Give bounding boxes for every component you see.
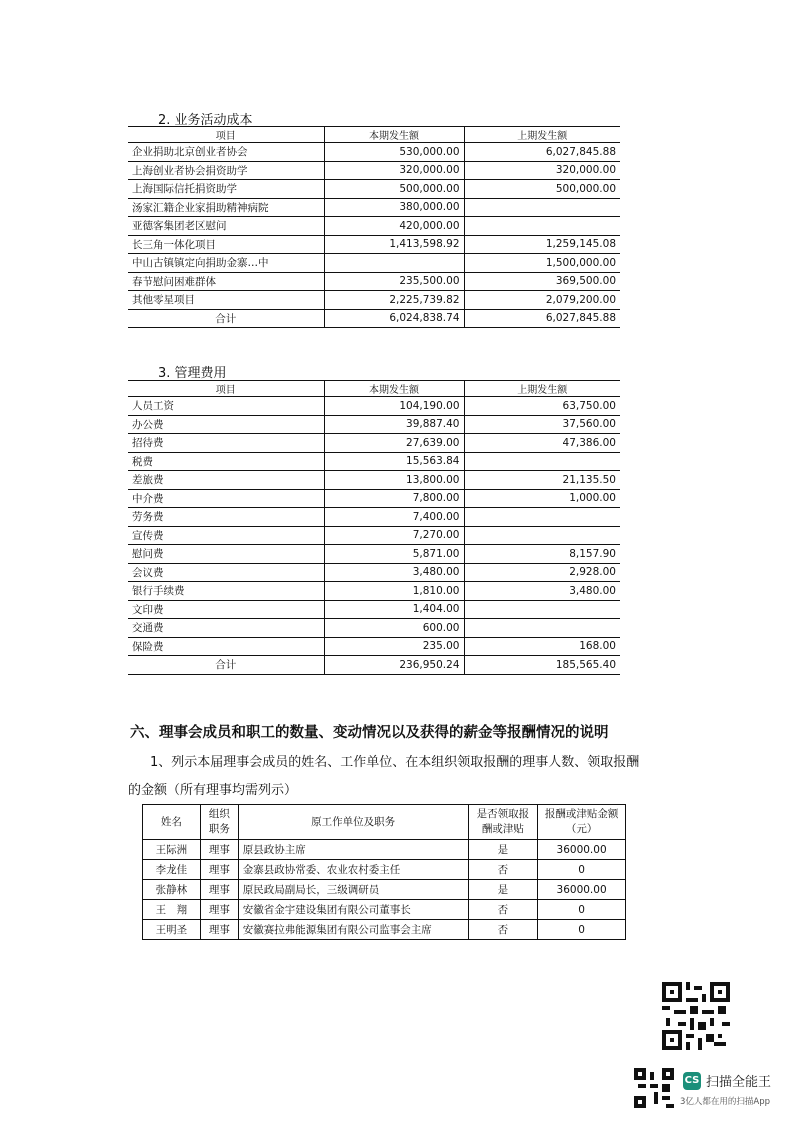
- table-row: [128, 434, 620, 453]
- col-header-previous: 上期发生额: [464, 127, 620, 143]
- cell-current: 1,810.00: [324, 582, 464, 601]
- cell-item: 春节慰问困难群体: [128, 272, 324, 291]
- cell-current: 530,000.00: [324, 143, 464, 162]
- cell-current: 7,800.00: [324, 489, 464, 508]
- cell-amount: 36000.00: [538, 880, 626, 900]
- table-header-row: [128, 127, 620, 143]
- table-row: [143, 900, 626, 920]
- cell-item: 招待费: [128, 434, 324, 453]
- cell-item: 交通费: [128, 619, 324, 638]
- table-row: [128, 600, 620, 619]
- cell-previous: 168.00: [464, 637, 620, 656]
- total-label: 合计: [128, 656, 324, 675]
- cell-amount: 0: [538, 920, 626, 940]
- total-previous: 6,027,845.88: [545, 312, 616, 325]
- cell-paid: 否: [468, 920, 538, 940]
- cell-name: 李龙佳: [143, 860, 201, 880]
- cell-current: 600.00: [324, 619, 464, 638]
- cell-current: 2,225,739.82: [324, 291, 464, 310]
- col-header-amount: 报酬或津贴金额（元）: [538, 805, 626, 840]
- camscanner-logo-icon: CS: [683, 1072, 701, 1090]
- cell-item: 上海创业者协会捐资助学: [128, 161, 324, 180]
- cell-item: 亚德客集团老区慰问: [128, 217, 324, 236]
- table-row: [143, 920, 626, 940]
- cell-amount: 0: [538, 900, 626, 920]
- total-current: 6,024,838.74: [324, 309, 464, 328]
- scanner-brand-name: 扫描全能王: [706, 1075, 772, 1090]
- cell-current: 104,190.00: [324, 397, 464, 416]
- col-header-current: 本期发生额: [324, 381, 464, 397]
- cell-item: 劳务费: [128, 508, 324, 527]
- cell-current: 27,639.00: [324, 434, 464, 453]
- table-row: [128, 143, 620, 162]
- table-row: [128, 545, 620, 564]
- cell-item: 中山古镇镇定向捐助金寨…中: [128, 254, 324, 273]
- table-row: [128, 180, 620, 199]
- cell-workplace: 原县政协主席: [238, 840, 468, 860]
- cell-previous: 500,000.00: [464, 180, 620, 199]
- table-row: [128, 291, 620, 310]
- business-cost-table: [128, 126, 620, 328]
- cell-item: 差旅费: [128, 471, 324, 490]
- table-header-row: [128, 381, 620, 397]
- cell-previous: 369,500.00: [464, 272, 620, 291]
- cell-current: 500,000.00: [324, 180, 464, 199]
- cell-current: 39,887.40: [324, 415, 464, 434]
- table-row: [143, 860, 626, 880]
- section3-title: 3. 管理费用: [158, 366, 227, 381]
- cell-current: 320,000.00: [324, 161, 464, 180]
- director-table: [142, 804, 626, 940]
- cell-previous: [464, 217, 620, 236]
- table-row: [128, 508, 620, 527]
- cell-previous: 320,000.00: [464, 161, 620, 180]
- scanner-brand: [683, 1071, 771, 1090]
- total-row: [128, 309, 620, 328]
- cell-paid: 否: [468, 860, 538, 880]
- cell-previous: 3,480.00: [464, 582, 620, 601]
- cell-item: 税费: [128, 452, 324, 471]
- table-row: [128, 235, 620, 254]
- cell-current: 7,400.00: [324, 508, 464, 527]
- cell-previous: 47,386.00: [464, 434, 620, 453]
- cell-current: 380,000.00: [324, 198, 464, 217]
- cell-current: 13,800.00: [324, 471, 464, 490]
- cell-previous: 63,750.00: [464, 397, 620, 416]
- cell-current: 7,270.00: [324, 526, 464, 545]
- management-expense-table: [128, 380, 620, 675]
- col-header-position: 组织职务: [200, 805, 238, 840]
- total-current: 236,950.24: [324, 656, 464, 675]
- cell-item: 长三角一体化项目: [128, 235, 324, 254]
- cell-name: 王 翔: [143, 900, 201, 920]
- cell-item: 办公费: [128, 415, 324, 434]
- cell-item: 中介费: [128, 489, 324, 508]
- cell-previous: 6,027,845.88: [464, 143, 620, 162]
- table-row: [128, 415, 620, 434]
- total-label: 合计: [128, 309, 324, 328]
- col-header-current: 本期发生额: [324, 127, 464, 143]
- cell-current: 420,000.00: [324, 217, 464, 236]
- table-row: [143, 840, 626, 860]
- cell-current: 3,480.00: [324, 563, 464, 582]
- cell-paid: 是: [468, 880, 538, 900]
- cell-position: 理事: [200, 840, 238, 860]
- col-header-paid: 是否领取报酬或津贴: [468, 805, 538, 840]
- section6-heading: 六、理事会成员和职工的数量、变动情况以及获得的薪金等报酬情况的说明: [130, 725, 609, 741]
- cell-previous: 37,560.00: [464, 415, 620, 434]
- cell-previous: 1,000.00: [464, 489, 620, 508]
- table-row: [128, 563, 620, 582]
- col-header-previous: 上期发生额: [464, 381, 620, 397]
- qr-code-small-icon: [634, 1068, 674, 1108]
- cell-current: 15,563.84: [324, 452, 464, 471]
- cell-current: 5,871.00: [324, 545, 464, 564]
- table-row: [128, 161, 620, 180]
- cell-workplace: 安徽赛拉弗能源集团有限公司监事会主席: [238, 920, 468, 940]
- table-row: [128, 471, 620, 490]
- cell-workplace: 原民政局副局长，三级调研员: [238, 880, 468, 900]
- cell-item: 保险费: [128, 637, 324, 656]
- cell-previous: [464, 198, 620, 217]
- cell-previous: 8,157.90: [464, 545, 620, 564]
- cell-item: 宣传费: [128, 526, 324, 545]
- col-header-item: 项目: [128, 127, 324, 143]
- scanner-tagline: 3亿人都在用的扫描App: [680, 1097, 771, 1107]
- cell-item: 会议费: [128, 563, 324, 582]
- cell-previous: [464, 452, 620, 471]
- cell-current: 235.00: [324, 637, 464, 656]
- total-previous: 185,565.40: [555, 658, 616, 671]
- cell-current: 235,500.00: [324, 272, 464, 291]
- cell-paid: 否: [468, 900, 538, 920]
- table-row: [143, 880, 626, 900]
- cell-previous: [464, 508, 620, 527]
- col-header-item: 项目: [128, 381, 324, 397]
- cell-workplace: 金寨县政协常委、农业农村委主任: [238, 860, 468, 880]
- table-header-row: [143, 805, 626, 840]
- table-row: [128, 489, 620, 508]
- qr-code-icon: [662, 982, 730, 1050]
- cell-previous: 2,079,200.00: [464, 291, 620, 310]
- cell-previous: 21,135.50: [464, 471, 620, 490]
- cell-item: 银行手续费: [128, 582, 324, 601]
- table-row: [128, 254, 620, 273]
- cell-name: 王明圣: [143, 920, 201, 940]
- cell-previous: 1,259,145.08: [464, 235, 620, 254]
- cell-position: 理事: [200, 860, 238, 880]
- table-row: [128, 582, 620, 601]
- cell-position: 理事: [200, 880, 238, 900]
- section6-paragraph-line2: 的金额（所有理事均需列示）: [128, 783, 298, 798]
- cell-item: 其他零星项目: [128, 291, 324, 310]
- cell-workplace: 安徽省金宇建设集团有限公司董事长: [238, 900, 468, 920]
- cell-position: 理事: [200, 920, 238, 940]
- cell-amount: 0: [538, 860, 626, 880]
- cell-paid: 是: [468, 840, 538, 860]
- cell-previous: 2,928.00: [464, 563, 620, 582]
- table-row: [128, 452, 620, 471]
- table-row: [128, 217, 620, 236]
- table-row: [128, 198, 620, 217]
- cell-item: 文印费: [128, 600, 324, 619]
- table-row: [128, 637, 620, 656]
- cell-amount: 36000.00: [538, 840, 626, 860]
- total-row: [128, 656, 620, 675]
- cell-previous: [464, 619, 620, 638]
- cell-item: 慰问费: [128, 545, 324, 564]
- cell-current: 1,404.00: [324, 600, 464, 619]
- cell-previous: [464, 600, 620, 619]
- col-header-workplace: 原工作单位及职务: [238, 805, 468, 840]
- cell-position: 理事: [200, 900, 238, 920]
- cell-name: 王际洲: [143, 840, 201, 860]
- section6-paragraph-line1: 1、列示本届理事会成员的姓名、工作单位、在本组织领取报酬的理事人数、领取报酬: [150, 755, 640, 770]
- table-row: [128, 526, 620, 545]
- section2-title: 2. 业务活动成本: [158, 113, 253, 128]
- cell-previous: 1,500,000.00: [464, 254, 620, 273]
- col-header-name: 姓名: [143, 805, 201, 840]
- cell-name: 张静林: [143, 880, 201, 900]
- table-row: [128, 619, 620, 638]
- cell-current: 1,413,598.92: [324, 235, 464, 254]
- cell-item: 人员工资: [128, 397, 324, 416]
- table-row: [128, 397, 620, 416]
- cell-item: 企业捐助北京创业者协会: [128, 143, 324, 162]
- table-row: [128, 272, 620, 291]
- cell-current: [324, 254, 464, 273]
- cell-previous: [464, 526, 620, 545]
- cell-item: 上海国际信托捐资助学: [128, 180, 324, 199]
- cell-item: 汤家汇籍企业家捐助精神病院: [128, 198, 324, 217]
